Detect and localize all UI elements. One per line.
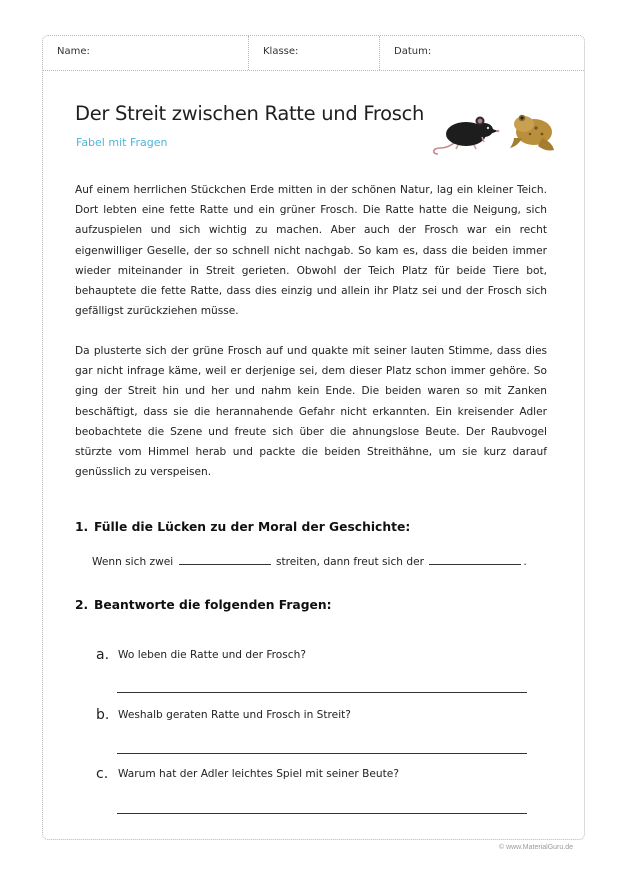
task-title: Beantworte die folgenden Fragen: (94, 598, 332, 612)
header-row (43, 36, 584, 71)
task-title: Fülle die Lücken zu der Moral der Geschichte: (94, 520, 411, 534)
cloze-gap-2[interactable] (429, 552, 521, 565)
question-text: Warum hat der Adler leichtes Spiel mit seiner Beute? (118, 768, 399, 780)
name-field-label[interactable]: Name: (43, 36, 249, 70)
moral-cloze-sentence (92, 552, 527, 568)
copyright-footer: © www.MaterialGuru.de (498, 844, 573, 851)
question-letter: a. (96, 647, 110, 663)
task-2-heading (75, 598, 332, 612)
question-text: Weshalb geraten Ratte und Frosch in Streit? (118, 709, 351, 721)
rat-icon (434, 117, 500, 155)
cloze-text: Wenn sich zwei (92, 556, 174, 568)
task-number: 1. (75, 520, 89, 534)
frog-icon (510, 115, 554, 151)
answer-line[interactable] (117, 692, 527, 693)
worksheet-subtitle: Fabel mit Fragen (76, 136, 168, 149)
task-number: 2. (75, 598, 89, 612)
cloze-text: . (523, 556, 527, 568)
story-paragraph: Da plusterte sich der grüne Frosch auf und quakte mit seiner lauten Stimme, dass dies gar nicht infrage käme, weil er derjenige sei, dem dieser Platz schon immer gehöre. So ging der Streit hin und her und nahm kein Ende. Die beiden waren so mit Zanken beschäftigt, dass sie die herannahende Gefahr nicht erkannten. Ein kreisender Adler beobachtete die Szene und freute sich über die ahnungslose Beute. Der Raubvogel stürzte vom Himmel herab und packte die beiden Streithähne, um sie kurz darauf genüsslich zu verspeisen. (75, 345, 547, 479)
worksheet-title: Der Streit zwischen Ratte und Frosch (75, 102, 425, 125)
cloze-gap-1[interactable] (179, 552, 271, 565)
question-letter: b. (96, 707, 110, 723)
answer-line[interactable] (117, 753, 527, 754)
story-paragraph: Auf einem herrlichen Stückchen Erde mitten in der schönen Natur, lag ein kleiner Teich. Dort lebten eine fette Ratte und ein grüner Frosch. Die Ratte hatte die Neigung, sich aufzuspielen und sich wichtig zu machen. Aber auch der Frosch war ein recht eigenwilliger Geselle, der so schnell nicht nachgab. So kam es, dass die beiden immer wieder miteinander in Streit gerieten. Obwohl der Teich Platz für beide Tiere bot, behauptete die fette Ratte, dass dies einzig und allein ihr Platz sei und der Frosch sich gefälligst zurückziehen müsse. (75, 184, 547, 318)
class-field-label[interactable]: Klasse: (249, 36, 380, 70)
question-text: Wo leben die Ratte und der Frosch? (118, 649, 306, 661)
question-letter: c. (96, 766, 109, 782)
answer-line[interactable] (117, 813, 527, 814)
task-1-heading (75, 520, 410, 534)
illustration (430, 104, 558, 166)
cloze-text: streiten, dann freut sich der (275, 556, 424, 568)
date-field-label[interactable]: Datum: (394, 46, 432, 57)
